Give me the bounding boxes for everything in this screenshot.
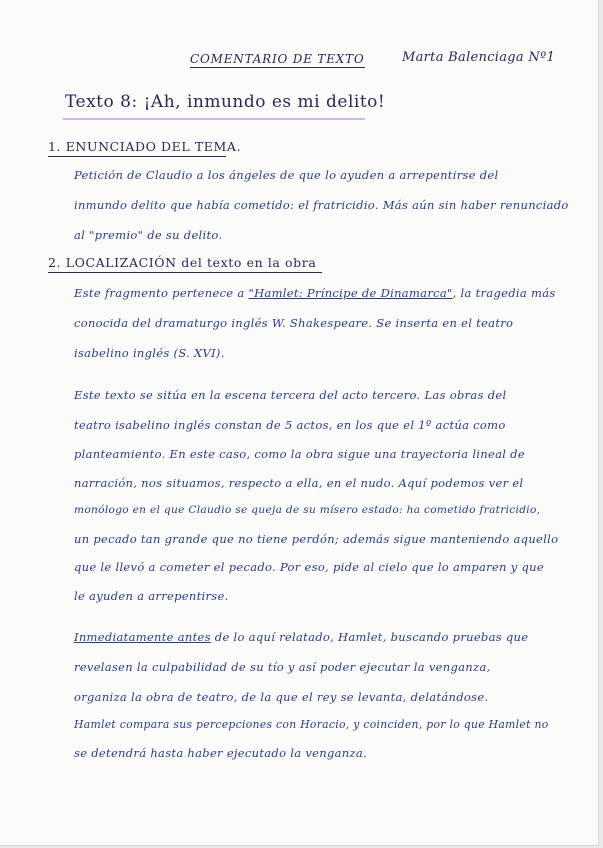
section-2-underline (48, 272, 322, 273)
section-1-line: al "premio" de su delito. (74, 228, 223, 242)
section-1-heading: 1. ENUNCIADO DEL TEMA. (48, 139, 242, 154)
section-2-heading: 2. LOCALIZACIÓN del texto en la obra (48, 255, 317, 270)
document-title: Texto 8: ¡Ah, inmundo es mi delito! (65, 92, 386, 112)
paragraph-1-line: isabelino inglés (S. XVI). (74, 346, 225, 360)
work-title: "Hamlet: Príncipe de Dinamarca" (248, 286, 453, 300)
paragraph-2-line: le ayuden a arrepentirse. (74, 589, 229, 603)
paragraph-3-line: organiza la obra de teatro, de la que el rey se levanta, delatándose. (74, 690, 489, 704)
paragraph-2-line: teatro isabelino inglés constan de 5 actos, en los que el 1º actúa como (74, 418, 506, 432)
section-1-line: inmundo delito que había cometido: el fratricidio. Más aún sin haber renunciado (74, 198, 569, 212)
paragraph-1-line-1 (74, 286, 556, 300)
paragraph-3-line: revelasen la culpabilidad de su tío y así poder ejecutar la venganza, (74, 660, 491, 674)
paragraph-3-rest: de lo aquí relatado, Hamlet, buscando pruebas que (210, 630, 529, 644)
header-author: Marta Balenciaga Nº1 (402, 50, 556, 65)
paragraph-2-line: monólogo en el que Claudio se queja de su mísero estado: ha cometido fratricidio, (74, 504, 541, 516)
paragraph-2-line: narración, nos situamos, respecto a ella, en el nudo. Aquí podemos ver el (74, 476, 524, 490)
section-1-line: Petición de Claudio a los ángeles de que lo ayuden a arrepentirse del (74, 168, 499, 182)
underlined-phrase: Inmediatamente antes (74, 630, 211, 644)
paragraph-2-line: un pecado tan grande que no tiene perdón; además sigue manteniendo aquello (74, 532, 559, 546)
paragraph-2-line: Este texto se sitúa en la escena tercera del acto tercero. Las obras del (74, 388, 507, 402)
paragraph-3-line-1 (74, 630, 528, 644)
paragraph-1-rest: , la tragedia más (452, 286, 556, 300)
paragraph-2-line: planteamiento. En este caso, como la obra sigue una trayectoria lineal de (74, 447, 525, 461)
paragraph-1-line: conocida del dramaturgo inglés W. Shakespeare. Se inserta en el teatro (74, 316, 514, 330)
paragraph-3-line: se detendrá hasta haber ejecutado la venganza. (74, 746, 367, 760)
paragraph-1-intro: Este fragmento pertenece a (74, 286, 249, 300)
paragraph-3-line: Hamlet compara sus percepciones con Horacio, y coinciden, por lo que Hamlet no (74, 718, 549, 731)
section-1-underline (48, 156, 226, 157)
title-highlight (63, 118, 365, 120)
header-title: COMENTARIO DE TEXTO (190, 52, 365, 66)
paragraph-2-line: que le llevó a cometer el pecado. Por eso, pide al cielo que lo amparen y que (74, 560, 544, 574)
